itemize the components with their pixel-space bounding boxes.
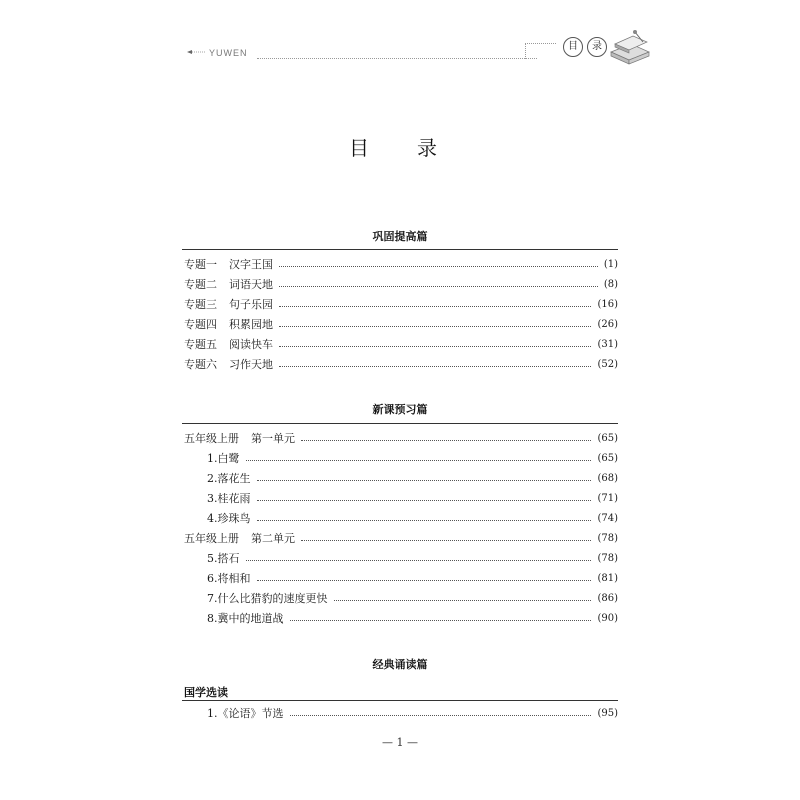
books-illustration-icon (605, 28, 653, 68)
section-divider (182, 423, 618, 424)
entry-page: (74) (597, 512, 618, 524)
entry-name: 第一单元 (251, 432, 295, 445)
entry-label: 专题二 (184, 278, 217, 291)
entry-page: (65) (597, 432, 618, 444)
entry-page: (81) (597, 572, 618, 584)
header-chip-1: 目 (563, 37, 583, 57)
entry-page: (90) (597, 612, 618, 624)
subsection-heading: 国学选读 (184, 686, 228, 699)
entry-page: (31) (597, 338, 618, 350)
page-title: 目 录 (349, 136, 451, 160)
entry-page: (71) (597, 492, 618, 504)
entry-label: 专题六 (184, 358, 217, 371)
page-header (185, 28, 645, 68)
section-title: 新课预习篇 (372, 403, 428, 416)
entry-label: 1.白鹭 (207, 452, 240, 465)
entry-page: (16) (597, 298, 618, 310)
entry-name: 阅读快车 (229, 338, 273, 351)
entry-label: 专题三 (184, 298, 217, 311)
section-divider (182, 700, 618, 701)
entry-name: 习作天地 (229, 358, 273, 371)
header-brand: YUWEN (209, 48, 248, 58)
toc-entry[interactable] (184, 295, 618, 313)
entry-label: 五年级上册 (184, 532, 239, 545)
entry-label: 4.珍珠鸟 (207, 512, 251, 525)
entry-label: 专题五 (184, 338, 217, 351)
toc-entry[interactable] (184, 529, 618, 547)
entry-label: 6.将相和 (207, 572, 251, 585)
toc-entry[interactable] (184, 275, 618, 293)
toc-entry[interactable] (184, 255, 618, 273)
entry-label: 专题一 (184, 258, 217, 271)
entry-label: 5.搭石 (207, 552, 240, 565)
toc-entry[interactable] (207, 569, 618, 587)
toc-entry[interactable] (184, 335, 618, 353)
entry-name: 句子乐园 (229, 298, 273, 311)
toc-entry[interactable] (207, 509, 618, 527)
entry-page: (68) (597, 472, 618, 484)
section-divider (182, 249, 618, 250)
entry-label: 五年级上册 (184, 432, 239, 445)
header-chip-2: 录 (587, 37, 607, 57)
toc-entry[interactable] (207, 704, 618, 722)
entry-page: (86) (597, 592, 618, 604)
toc-entry[interactable] (207, 609, 618, 627)
entry-name: 汉字王国 (229, 258, 273, 271)
entry-page: (65) (597, 452, 618, 464)
toc-entry[interactable] (207, 589, 618, 607)
entry-page: (26) (597, 318, 618, 330)
entry-page: (78) (597, 552, 618, 564)
toc-entry[interactable] (207, 469, 618, 487)
entry-page: (78) (597, 532, 618, 544)
entry-name: 积累园地 (229, 318, 273, 331)
entry-page: (1) (603, 258, 618, 270)
section-title: 经典诵读篇 (372, 658, 428, 671)
toc-entry[interactable] (184, 315, 618, 333)
entry-name: 词语天地 (229, 278, 273, 291)
entry-page: (95) (597, 707, 618, 719)
arrow-icon (187, 50, 205, 54)
toc-entry[interactable] (207, 489, 618, 507)
toc-entry[interactable] (184, 429, 618, 447)
entry-label: 7.什么比猎豹的速度更快 (207, 592, 328, 605)
entry-label: 专题四 (184, 318, 217, 331)
toc-entry[interactable] (184, 355, 618, 373)
section-title: 巩固提高篇 (372, 230, 428, 243)
toc-entry[interactable] (207, 549, 618, 567)
entry-label: 8.冀中的地道战 (207, 612, 284, 625)
entry-label: 3.桂花雨 (207, 492, 251, 505)
entry-page: (52) (597, 358, 618, 370)
entry-label: 1.《论语》节选 (207, 707, 284, 720)
entry-page: (8) (603, 278, 618, 290)
page-number: — 1 — (382, 736, 418, 749)
toc-entry[interactable] (207, 449, 618, 467)
entry-label: 2.落花生 (207, 472, 251, 485)
entry-name: 第二单元 (251, 532, 295, 545)
